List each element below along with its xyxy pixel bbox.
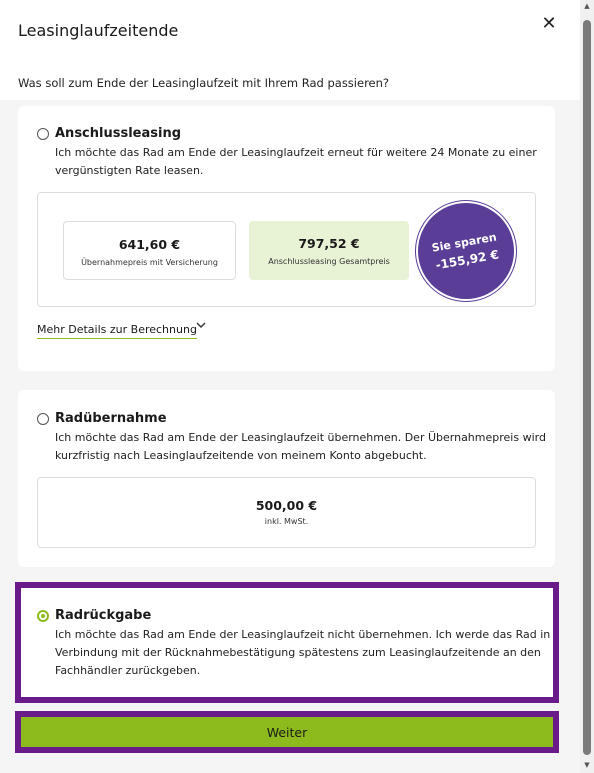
savings-value: -155,92 € [434, 246, 501, 272]
takeover-price: 641,60 € [118, 237, 181, 252]
option-card-radruckgabe[interactable] [21, 588, 553, 697]
option-card-radruckgabe-highlight [15, 582, 559, 703]
option-description-line: Ich möchte das Rad am Ende der Leasinglaufzeit nicht übernehmen. Ich werde das Rad in [55, 628, 551, 641]
scroll-thumb[interactable] [583, 20, 591, 755]
option-card-radubernahme[interactable] [18, 390, 555, 567]
option-title: Radrückgabe [55, 608, 152, 623]
radio-anschlussleasing[interactable] [37, 128, 49, 140]
leasing-price-box [249, 221, 409, 280]
scrollbar[interactable] [580, 0, 594, 773]
chevron-down-icon[interactable] [196, 320, 206, 333]
option-description-line: Ich möchte das Rad am Ende der Leasinglaufzeit erneut für weitere 24 Monate zu einer [55, 146, 537, 159]
takeover-price: 500,00 € [255, 498, 318, 513]
continue-button[interactable]: Weiter [21, 717, 553, 747]
scroll-up-arrow-icon[interactable]: ▲ [584, 2, 590, 10]
takeover-price-box [37, 477, 536, 548]
option-description-line: Ich möchte das Rad am Ende der Leasinglaufzeit übernehmen. Der Übernahmepreis wird [55, 431, 546, 444]
question-text: Was soll zum Ende der Leasinglaufzeit mit Ihrem Rad passieren? [18, 76, 390, 90]
option-title: Radübernahme [55, 411, 167, 426]
price-note: inkl. MwSt. [264, 517, 309, 526]
option-card-anschlussleasing[interactable] [18, 106, 555, 371]
option-description-line: vergünstigten Rate leasen. [55, 164, 204, 177]
takeover-price-box [63, 221, 236, 280]
option-description-line: Verbindung mit der Rücknahmebestätigung spätestens zum Leasinglaufzeitende an den [55, 646, 541, 659]
dialog-title: Leasinglaufzeitende [18, 21, 179, 40]
radio-radubernahme[interactable] [37, 413, 49, 425]
details-link[interactable]: Mehr Details zur Berechnung [37, 323, 197, 339]
close-icon[interactable]: ✕ [541, 13, 557, 34]
scroll-down-arrow-icon[interactable]: ▼ [584, 761, 590, 769]
continue-button-highlight [15, 711, 559, 753]
dialog-header [0, 0, 580, 100]
option-description-line: kurzfristig nach Leasinglaufzeitende von meinem Konto abgebucht. [55, 449, 427, 462]
leasing-price: 797,52 € [298, 236, 360, 251]
option-description-line: Fachhändler zurückgeben. [55, 664, 201, 677]
leasing-price-label: Anschlussleasing Gesamtpreis [268, 257, 390, 266]
savings-label: Sie sparen [431, 230, 498, 255]
option-title: Anschlussleasing [55, 126, 182, 141]
radio-radruckgabe[interactable] [37, 610, 49, 622]
savings-badge [418, 203, 514, 299]
takeover-price-label: Übernahmepreis mit Versicherung [81, 258, 218, 267]
